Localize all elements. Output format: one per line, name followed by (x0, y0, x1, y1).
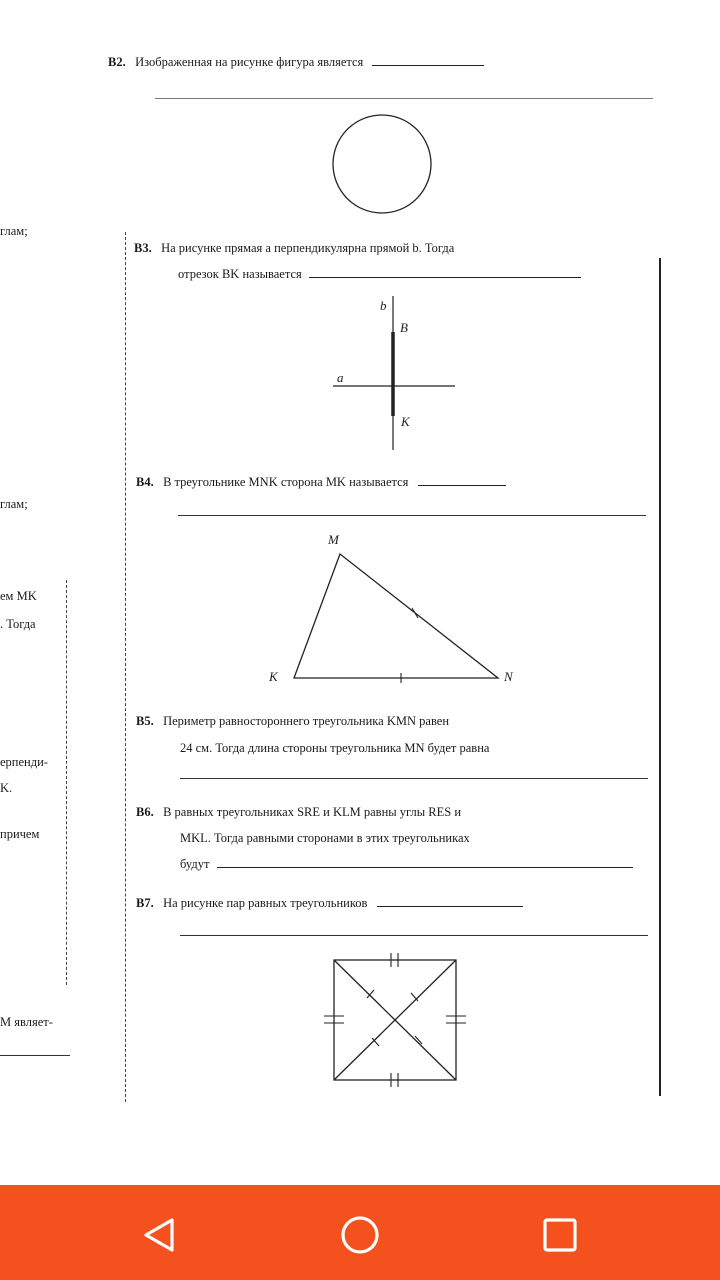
question-text: MKL. Тогда равными сторонами в этих треугольниках (180, 831, 470, 845)
recents-square-icon (540, 1215, 580, 1255)
back-button[interactable] (130, 1205, 190, 1265)
label-K: K (269, 669, 278, 684)
answer-blank (418, 475, 506, 486)
left-fragment: глам; (0, 497, 28, 511)
question-text: отрезок BK называется (178, 267, 302, 281)
question-b3-line2 (178, 266, 581, 282)
answer-blank (309, 267, 581, 278)
question-b3 (134, 240, 454, 256)
question-number: B5. (136, 714, 154, 728)
label-K: K (401, 414, 410, 429)
label-a: a (337, 370, 344, 385)
question-text: В равных треугольниках SRE и KLM равны углы RES и (163, 805, 462, 819)
label-b: b (380, 298, 387, 313)
label-M: M (328, 532, 339, 547)
answer-line (155, 98, 653, 99)
square-diagonals-figure (320, 948, 470, 1093)
question-b7 (136, 895, 523, 911)
home-circle-icon (339, 1214, 381, 1256)
question-b5 (136, 713, 449, 729)
question-b6 (136, 804, 461, 820)
answer-line (178, 515, 646, 516)
column-right-border (659, 258, 661, 1096)
question-number: B6. (136, 805, 154, 819)
answer-blank (217, 857, 633, 868)
left-answer-line (0, 1055, 70, 1056)
answer-blank (372, 55, 484, 66)
home-button[interactable] (330, 1205, 390, 1265)
answer-blank (377, 896, 523, 907)
circle-figure (330, 112, 434, 216)
left-fragment: ем MK (0, 589, 37, 603)
triangle-mnk-figure (260, 528, 530, 693)
question-text: В треугольнике MNK сторона MK называется (163, 475, 409, 489)
left-dashed-border (66, 580, 67, 985)
label-B: B (400, 320, 408, 335)
question-number: B4. (136, 475, 154, 489)
question-b6-line3 (180, 856, 633, 872)
answer-line (180, 778, 648, 779)
question-b2 (108, 54, 484, 70)
question-number: B3. (134, 241, 152, 255)
left-fragment: причем (0, 827, 40, 841)
left-fragment: . Тогда (0, 617, 36, 631)
label-N: N (504, 669, 513, 684)
answer-line (180, 935, 648, 936)
back-triangle-icon (140, 1215, 180, 1255)
question-number: B2. (108, 55, 126, 69)
question-b4 (136, 474, 506, 490)
left-fragment: глам; (0, 224, 28, 238)
left-fragment: K. (0, 781, 13, 795)
left-fragment: M являет- (0, 1015, 53, 1029)
recents-button[interactable] (530, 1205, 590, 1265)
question-text: На рисунке прямая a перпендикулярна прямой b. Тогда (161, 241, 455, 255)
question-text: Изображенная на рисунке фигура является (135, 55, 364, 69)
question-text: 24 см. Тогда длина стороны треугольника MN будет равна (180, 741, 490, 755)
question-text: На рисунке пар равных треугольников (163, 896, 368, 910)
navigation-bar (0, 1185, 720, 1280)
question-b6-line2 (180, 830, 470, 846)
question-text: будут (180, 857, 210, 871)
column-dashed-border (125, 232, 126, 1102)
question-text: Периметр равностороннего треугольника KMN равен (163, 714, 450, 728)
question-number: B7. (136, 896, 154, 910)
question-b5-line2 (180, 740, 489, 756)
left-fragment: ерпенди- (0, 755, 48, 769)
perpendicular-lines-figure (325, 290, 465, 455)
